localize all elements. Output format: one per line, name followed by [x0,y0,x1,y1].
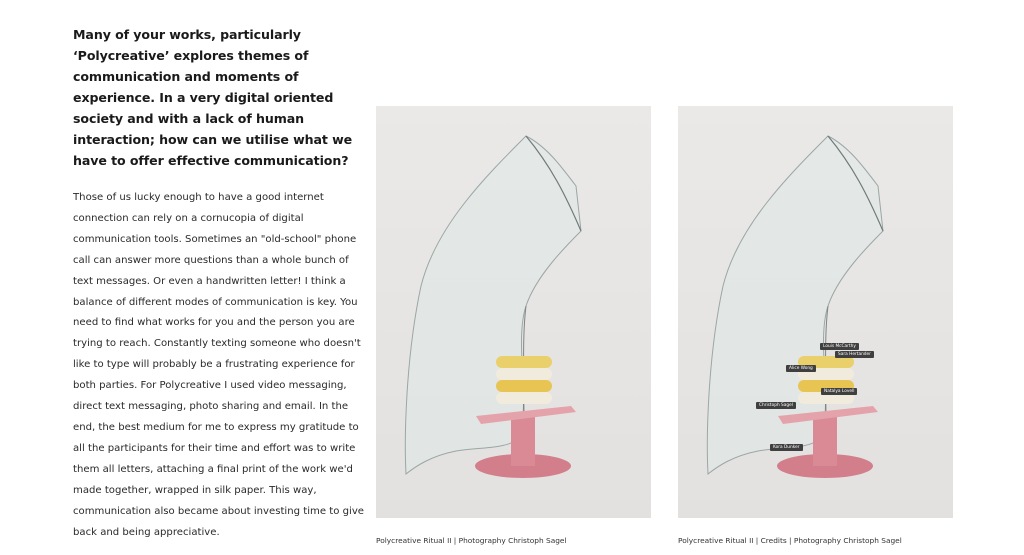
credit-tag[interactable]: Christoph Sagel [756,402,796,409]
photo-polycreative-ritual [376,106,651,518]
credit-tag[interactable]: Sara Hertander [835,351,874,358]
credit-tag[interactable]: Kora Dunker [770,444,803,451]
figure-caption: Polycreative Ritual II | Photography Christoph Sagel [376,536,567,545]
credit-tag[interactable]: Natalya Lovell [821,388,857,395]
figure-caption: Polycreative Ritual II | Credits | Photography Christoph Sagel [678,536,902,545]
interview-answer: Those of us lucky enough to have a good internet connection can rely on a cornucopia of digital communication tools. Sometimes an "old-school" phone call can answer more questions than a whole bunch of text messages. Or even a handwritten letter! I think a balance of different modes of communication is key. You need to find what works for you and the person you are trying to reach. Constantly texting someone who doesn't like to type will probably be a frustrating experience for both parties. For Polycreative I used video messaging, direct text messaging, photo sharing and email. In the end, the best medium for me to express my gratitude to all the participants for their time and effort was to write them all letters, attaching a final print of the work we'd made together, wrapped in silk paper. This way, communication also became about investing time to give back and being appreciative. [73,192,365,538]
sculpture-illustration [376,106,651,518]
credit-tag[interactable]: Louis McCarthy [820,343,859,350]
interview-question: Many of your works, particularly ‘Polycreative’ explores themes of communication and moments of experience. In a very digital oriented society and with a lack of human interaction; how can we utilise what we have to offer effective communication? [73,27,353,168]
credit-tag[interactable]: Alice Wong [786,365,816,372]
sculpture-illustration [678,106,953,518]
photo-polycreative-ritual-credits [678,106,953,518]
